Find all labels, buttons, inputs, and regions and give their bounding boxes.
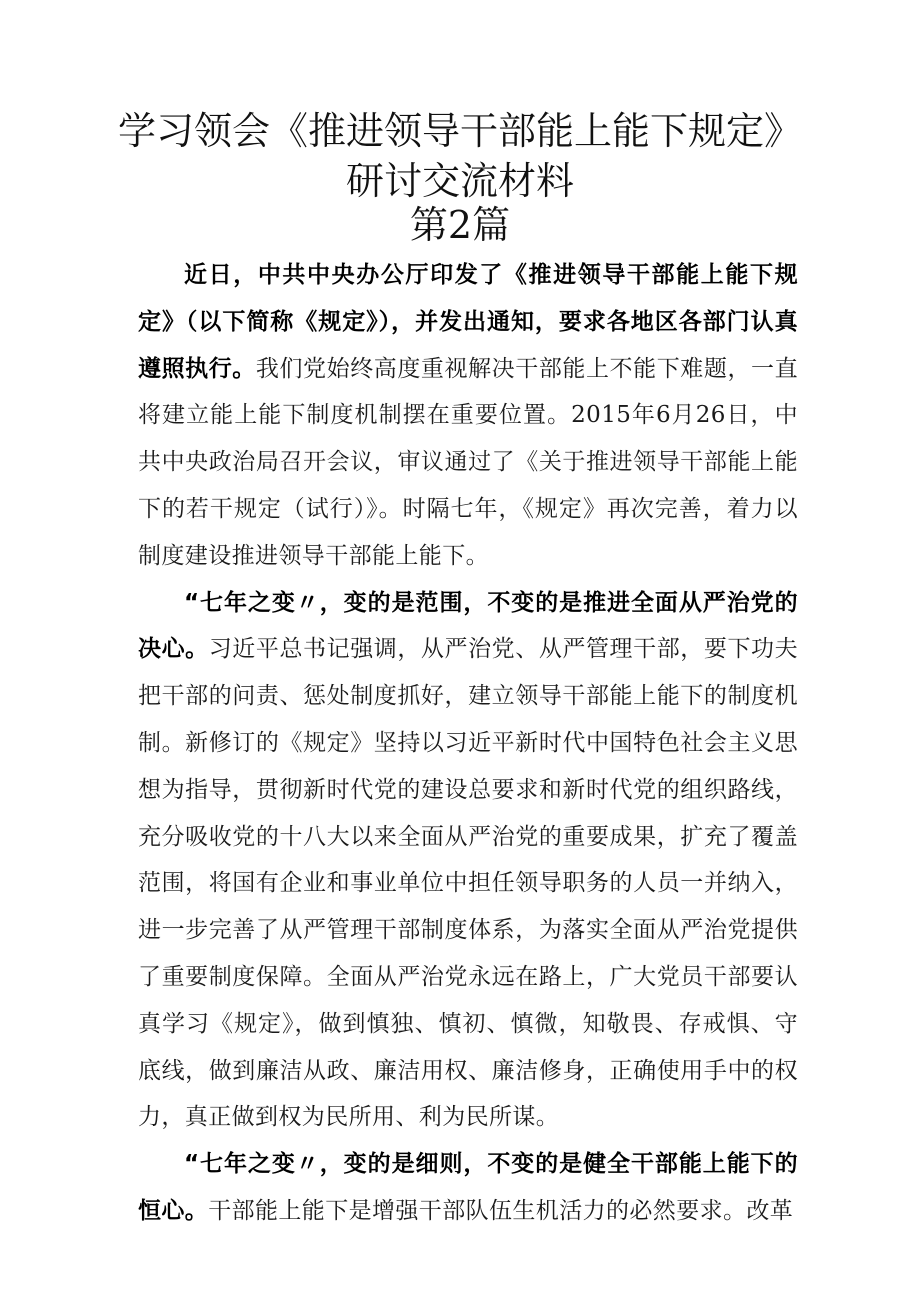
paragraph-1-text: 我们党始终高度重视解决干部能上不能下难题，一直将建立能上能下制度机制摆在重要位置。2015年6月26日，中共中央政治局召开会议，审议通过了《关于推进领导干部能上能下的若干规定（试行）》。时隔七年，《规定》再次完善，着力以制度建设推进领导干部能上能下。 [138,355,798,569]
paragraph-1-lead: 近日，中共中央办公厅印发了《推进领导干部能上能下规定》（以下简称《规定》），并发出通知，要求各地区各部门认真遵照执行。 [138,262,798,382]
document-title-line-1: 学习领会《推进领导干部能上能下规定》 [117,109,802,153]
paragraph-3-text: 干部能上能下是增强干部队伍生机活力的必然要求。改革 [208,1197,794,1224]
paragraph-3 [138,1141,798,1235]
paragraph-3-lead: “七年之变〃，变的是细则，不变的是健全干部能上能下的恒心。 [138,1151,798,1224]
paragraph-2-lead: “七年之变〃，变的是范围，不变的是推进全面从严治党的决心。 [138,589,798,663]
document-part-number: 第2篇 [409,203,511,247]
document-title-line-2: 研讨交流材料 [345,159,574,203]
paragraph-1 [138,252,798,580]
paragraph-2 [138,580,798,1142]
paragraph-2-text: 习近平总书记强调，从严治党、从严管理干部，要下功夫把干部的问责、惩处制度抓好，建立领导干部能上能下的制度机制。新修订的《规定》坚持以习近平新时代中国特色社会主义思想为指导，贯彻新时代党的建设总要求和新时代党的组织路线，充分吸收党的十八大以来全面从严治党的重要成果，扩充了覆盖范围，将国有企业和事业单位中担任领导职务的人员一并纳入，进一步完善了从严管理干部制度体系，为落实全面从严治党提供了重要制度保障。全面从严治党永远在路上，广大党员干部要认真学习《规定》，做到慎独、慎初、慎微，知敬畏、存戒惧、守底线，做到廉洁从政、廉洁用权、廉洁修身，正确使用手中的权力，真正做到权为民所用、利为民所谋。 [138,636,798,1131]
document-body [138,252,798,1235]
